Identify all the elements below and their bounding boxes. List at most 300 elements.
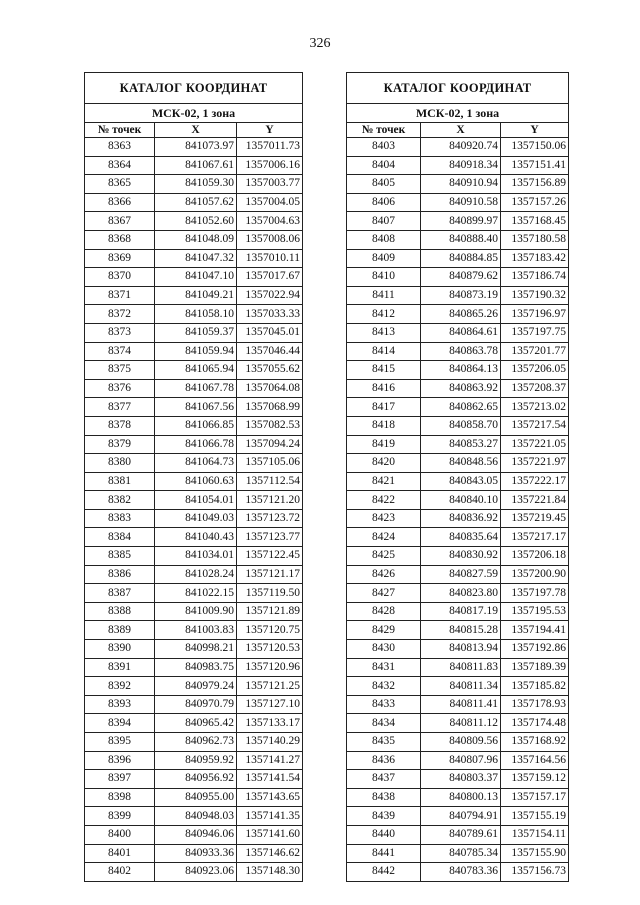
point-number-cell: 8436	[347, 751, 421, 770]
table-row	[85, 584, 303, 603]
x-coordinate-cell: 840827.59	[421, 565, 501, 584]
table-row	[85, 844, 303, 863]
table-row	[85, 323, 303, 342]
y-coordinate-cell: 1357017.67	[237, 268, 303, 287]
table-row	[347, 621, 569, 640]
table-row	[347, 844, 569, 863]
header-x: X	[421, 123, 501, 138]
x-coordinate-cell: 840830.92	[421, 547, 501, 566]
table-row	[85, 509, 303, 528]
y-coordinate-cell: 1357156.73	[501, 863, 569, 882]
x-coordinate-cell: 840910.58	[421, 193, 501, 212]
y-coordinate-cell: 1357196.97	[501, 305, 569, 324]
x-coordinate-cell: 840864.13	[421, 361, 501, 380]
table-row	[347, 695, 569, 714]
x-coordinate-cell: 840933.36	[155, 844, 237, 863]
x-coordinate-cell: 840863.92	[421, 379, 501, 398]
point-number-cell: 8419	[347, 435, 421, 454]
table-row	[347, 733, 569, 752]
point-number-cell: 8408	[347, 230, 421, 249]
point-number-cell: 8376	[85, 379, 155, 398]
y-coordinate-cell: 1357151.41	[501, 156, 569, 175]
y-coordinate-cell: 1357197.75	[501, 323, 569, 342]
table-row	[347, 825, 569, 844]
table-row	[347, 156, 569, 175]
x-coordinate-cell: 840998.21	[155, 640, 237, 659]
point-number-cell: 8366	[85, 193, 155, 212]
y-coordinate-cell: 1357008.06	[237, 230, 303, 249]
x-coordinate-cell: 841060.63	[155, 472, 237, 491]
y-coordinate-cell: 1357121.25	[237, 677, 303, 696]
x-coordinate-cell: 840884.85	[421, 249, 501, 268]
y-coordinate-cell: 1357186.74	[501, 268, 569, 287]
point-number-cell: 8368	[85, 230, 155, 249]
x-coordinate-cell: 840800.13	[421, 788, 501, 807]
y-coordinate-cell: 1357068.99	[237, 398, 303, 417]
y-coordinate-cell: 1357150.06	[501, 138, 569, 157]
x-coordinate-cell: 840910.94	[421, 175, 501, 194]
table-row	[347, 305, 569, 324]
table-row	[85, 286, 303, 305]
table-row	[347, 342, 569, 361]
y-coordinate-cell: 1357064.08	[237, 379, 303, 398]
point-number-cell: 8412	[347, 305, 421, 324]
point-number-cell: 8441	[347, 844, 421, 863]
x-coordinate-cell: 840956.92	[155, 770, 237, 789]
table-row	[85, 733, 303, 752]
x-coordinate-cell: 840803.37	[421, 770, 501, 789]
x-coordinate-cell: 840853.27	[421, 435, 501, 454]
x-coordinate-cell: 840835.64	[421, 528, 501, 547]
point-number-cell: 8404	[347, 156, 421, 175]
x-coordinate-cell: 840785.34	[421, 844, 501, 863]
y-coordinate-cell: 1357120.75	[237, 621, 303, 640]
table-row	[347, 788, 569, 807]
table-row	[85, 416, 303, 435]
point-number-cell: 8363	[85, 138, 155, 157]
y-coordinate-cell: 1357164.56	[501, 751, 569, 770]
point-number-cell: 8389	[85, 621, 155, 640]
y-coordinate-cell: 1357190.32	[501, 286, 569, 305]
table-row	[347, 640, 569, 659]
table-row	[85, 249, 303, 268]
table-row	[347, 509, 569, 528]
table-row	[85, 825, 303, 844]
y-coordinate-cell: 1357194.41	[501, 621, 569, 640]
x-coordinate-cell: 840864.61	[421, 323, 501, 342]
x-coordinate-cell: 841065.94	[155, 361, 237, 380]
point-number-cell: 8424	[347, 528, 421, 547]
table-row	[85, 472, 303, 491]
point-number-cell: 8439	[347, 807, 421, 826]
point-number-cell: 8405	[347, 175, 421, 194]
y-coordinate-cell: 1357154.11	[501, 825, 569, 844]
y-coordinate-cell: 1357219.45	[501, 509, 569, 528]
point-number-cell: 8384	[85, 528, 155, 547]
table-row	[347, 807, 569, 826]
x-coordinate-cell: 841057.62	[155, 193, 237, 212]
point-number-cell: 8418	[347, 416, 421, 435]
table-row	[347, 584, 569, 603]
y-coordinate-cell: 1357201.77	[501, 342, 569, 361]
point-number-cell: 8393	[85, 695, 155, 714]
table-row	[347, 138, 569, 157]
point-number-cell: 8406	[347, 193, 421, 212]
x-coordinate-cell: 840865.26	[421, 305, 501, 324]
table-row	[347, 677, 569, 696]
y-coordinate-cell: 1357221.84	[501, 491, 569, 510]
x-coordinate-cell: 841048.09	[155, 230, 237, 249]
table-row	[85, 695, 303, 714]
point-number-cell: 8375	[85, 361, 155, 380]
point-number-cell: 8435	[347, 733, 421, 752]
catalog-title: КАТАЛОГ КООРДИНАТ	[85, 73, 303, 104]
table-row	[85, 398, 303, 417]
y-coordinate-cell: 1357208.37	[501, 379, 569, 398]
y-coordinate-cell: 1357156.89	[501, 175, 569, 194]
table-row	[85, 788, 303, 807]
table-row	[347, 770, 569, 789]
y-coordinate-cell: 1357045.01	[237, 323, 303, 342]
y-coordinate-cell: 1357121.17	[237, 565, 303, 584]
x-coordinate-cell: 841058.10	[155, 305, 237, 324]
table-row	[85, 212, 303, 231]
x-coordinate-cell: 841022.15	[155, 584, 237, 603]
y-coordinate-cell: 1357055.62	[237, 361, 303, 380]
point-number-cell: 8392	[85, 677, 155, 696]
x-coordinate-cell: 840811.41	[421, 695, 501, 714]
table-row	[347, 565, 569, 584]
point-number-cell: 8433	[347, 695, 421, 714]
x-coordinate-cell: 840983.75	[155, 658, 237, 677]
table-row	[347, 863, 569, 882]
table-row	[347, 454, 569, 473]
x-coordinate-cell: 840815.28	[421, 621, 501, 640]
y-coordinate-cell: 1357217.17	[501, 528, 569, 547]
y-coordinate-cell: 1357174.48	[501, 714, 569, 733]
table-row	[347, 472, 569, 491]
table-row	[85, 565, 303, 584]
x-coordinate-cell: 841009.90	[155, 602, 237, 621]
table-row	[85, 230, 303, 249]
table-row	[347, 602, 569, 621]
y-coordinate-cell: 1357127.10	[237, 695, 303, 714]
x-coordinate-cell: 840899.97	[421, 212, 501, 231]
table-row	[85, 807, 303, 826]
table-body	[347, 73, 569, 882]
x-coordinate-cell: 840817.19	[421, 602, 501, 621]
x-coordinate-cell: 840811.34	[421, 677, 501, 696]
table-row	[85, 547, 303, 566]
table-row	[347, 398, 569, 417]
header-x: X	[155, 123, 237, 138]
point-number-cell: 8378	[85, 416, 155, 435]
y-coordinate-cell: 1357140.29	[237, 733, 303, 752]
y-coordinate-cell: 1357121.20	[237, 491, 303, 510]
point-number-cell: 8386	[85, 565, 155, 584]
table-row	[85, 193, 303, 212]
y-coordinate-cell: 1357146.62	[237, 844, 303, 863]
x-coordinate-cell: 840965.42	[155, 714, 237, 733]
point-number-cell: 8373	[85, 323, 155, 342]
point-number-cell: 8401	[85, 844, 155, 863]
table-row	[347, 751, 569, 770]
point-number-cell: 8414	[347, 342, 421, 361]
y-coordinate-cell: 1357004.05	[237, 193, 303, 212]
table-row	[85, 602, 303, 621]
y-coordinate-cell: 1357121.89	[237, 602, 303, 621]
point-number-cell: 8425	[347, 547, 421, 566]
point-number-cell: 8407	[347, 212, 421, 231]
table-row	[85, 621, 303, 640]
table-row	[85, 863, 303, 882]
table-row	[347, 528, 569, 547]
table-row	[347, 361, 569, 380]
x-coordinate-cell: 840923.06	[155, 863, 237, 882]
x-coordinate-cell: 840862.65	[421, 398, 501, 417]
table-row	[85, 677, 303, 696]
table-row	[85, 156, 303, 175]
point-number-cell: 8415	[347, 361, 421, 380]
x-coordinate-cell: 841073.97	[155, 138, 237, 157]
y-coordinate-cell: 1357133.17	[237, 714, 303, 733]
x-coordinate-cell: 841064.73	[155, 454, 237, 473]
x-coordinate-cell: 840946.06	[155, 825, 237, 844]
point-number-cell: 8422	[347, 491, 421, 510]
y-coordinate-cell: 1357206.05	[501, 361, 569, 380]
point-number-cell: 8413	[347, 323, 421, 342]
point-number-cell: 8370	[85, 268, 155, 287]
point-number-cell: 8385	[85, 547, 155, 566]
point-number-cell: 8394	[85, 714, 155, 733]
table-row	[85, 714, 303, 733]
y-coordinate-cell: 1357159.12	[501, 770, 569, 789]
point-number-cell: 8409	[347, 249, 421, 268]
point-number-cell: 8369	[85, 249, 155, 268]
x-coordinate-cell: 840920.74	[421, 138, 501, 157]
x-coordinate-cell: 841047.10	[155, 268, 237, 287]
point-number-cell: 8372	[85, 305, 155, 324]
x-coordinate-cell: 841034.01	[155, 547, 237, 566]
table-row	[347, 435, 569, 454]
table-row	[85, 454, 303, 473]
table-row	[347, 286, 569, 305]
point-number-cell: 8399	[85, 807, 155, 826]
table-row	[85, 770, 303, 789]
y-coordinate-cell: 1357189.39	[501, 658, 569, 677]
table-row	[85, 175, 303, 194]
x-coordinate-cell: 841066.78	[155, 435, 237, 454]
table-row	[347, 230, 569, 249]
y-coordinate-cell: 1357200.90	[501, 565, 569, 584]
point-number-cell: 8421	[347, 472, 421, 491]
table-row	[347, 658, 569, 677]
header-point-number: № точек	[85, 123, 155, 138]
point-number-cell: 8430	[347, 640, 421, 659]
point-number-cell: 8428	[347, 602, 421, 621]
x-coordinate-cell: 840783.36	[421, 863, 501, 882]
y-coordinate-cell: 1357143.65	[237, 788, 303, 807]
header-y: Y	[237, 123, 303, 138]
y-coordinate-cell: 1357112.54	[237, 472, 303, 491]
x-coordinate-cell: 841040.43	[155, 528, 237, 547]
y-coordinate-cell: 1357197.78	[501, 584, 569, 603]
y-coordinate-cell: 1357105.06	[237, 454, 303, 473]
point-number-cell: 8438	[347, 788, 421, 807]
y-coordinate-cell: 1357120.53	[237, 640, 303, 659]
point-number-cell: 8442	[347, 863, 421, 882]
y-coordinate-cell: 1357123.77	[237, 528, 303, 547]
point-number-cell: 8429	[347, 621, 421, 640]
header-y: Y	[501, 123, 569, 138]
y-coordinate-cell: 1357155.19	[501, 807, 569, 826]
point-number-cell: 8396	[85, 751, 155, 770]
point-number-cell: 8403	[347, 138, 421, 157]
y-coordinate-cell: 1357178.93	[501, 695, 569, 714]
point-number-cell: 8382	[85, 491, 155, 510]
x-coordinate-cell: 840955.00	[155, 788, 237, 807]
x-coordinate-cell: 840794.91	[421, 807, 501, 826]
y-coordinate-cell: 1357183.42	[501, 249, 569, 268]
table-row	[347, 175, 569, 194]
catalog-title: КАТАЛОГ КООРДИНАТ	[347, 73, 569, 104]
x-coordinate-cell: 841054.01	[155, 491, 237, 510]
x-coordinate-cell: 841003.83	[155, 621, 237, 640]
y-coordinate-cell: 1357155.90	[501, 844, 569, 863]
table-row	[347, 714, 569, 733]
x-coordinate-cell: 841067.78	[155, 379, 237, 398]
table-row	[347, 268, 569, 287]
x-coordinate-cell: 841067.56	[155, 398, 237, 417]
x-coordinate-cell: 840979.24	[155, 677, 237, 696]
table-row	[85, 640, 303, 659]
x-coordinate-cell: 840843.05	[421, 472, 501, 491]
y-coordinate-cell: 1357046.44	[237, 342, 303, 361]
x-coordinate-cell: 840858.70	[421, 416, 501, 435]
point-number-cell: 8364	[85, 156, 155, 175]
x-coordinate-cell: 840962.73	[155, 733, 237, 752]
point-number-cell: 8374	[85, 342, 155, 361]
catalog-zone: МСК-02, 1 зона	[347, 104, 569, 123]
point-number-cell: 8437	[347, 770, 421, 789]
y-coordinate-cell: 1357119.50	[237, 584, 303, 603]
x-coordinate-cell: 840836.92	[421, 509, 501, 528]
table-row	[347, 379, 569, 398]
x-coordinate-cell: 840807.96	[421, 751, 501, 770]
x-coordinate-cell: 840888.40	[421, 230, 501, 249]
point-number-cell: 8400	[85, 825, 155, 844]
point-number-cell: 8440	[347, 825, 421, 844]
point-number-cell: 8379	[85, 435, 155, 454]
y-coordinate-cell: 1357222.17	[501, 472, 569, 491]
x-coordinate-cell: 841049.03	[155, 509, 237, 528]
y-coordinate-cell: 1357195.53	[501, 602, 569, 621]
x-coordinate-cell: 840948.03	[155, 807, 237, 826]
point-number-cell: 8381	[85, 472, 155, 491]
y-coordinate-cell: 1357180.58	[501, 230, 569, 249]
coordinate-catalog-left	[84, 72, 303, 882]
x-coordinate-cell: 840789.61	[421, 825, 501, 844]
point-number-cell: 8426	[347, 565, 421, 584]
y-coordinate-cell: 1357217.54	[501, 416, 569, 435]
coordinate-catalog-right	[346, 72, 569, 882]
catalog-zone: МСК-02, 1 зона	[85, 104, 303, 123]
x-coordinate-cell: 840809.56	[421, 733, 501, 752]
point-number-cell: 8383	[85, 509, 155, 528]
x-coordinate-cell: 840970.79	[155, 695, 237, 714]
y-coordinate-cell: 1357141.54	[237, 770, 303, 789]
x-coordinate-cell: 841059.30	[155, 175, 237, 194]
point-number-cell: 8410	[347, 268, 421, 287]
x-coordinate-cell: 840873.19	[421, 286, 501, 305]
point-number-cell: 8391	[85, 658, 155, 677]
x-coordinate-cell: 840811.83	[421, 658, 501, 677]
x-coordinate-cell: 840879.62	[421, 268, 501, 287]
y-coordinate-cell: 1357003.77	[237, 175, 303, 194]
y-coordinate-cell: 1357141.60	[237, 825, 303, 844]
table-row	[347, 212, 569, 231]
y-coordinate-cell: 1357206.18	[501, 547, 569, 566]
y-coordinate-cell: 1357141.27	[237, 751, 303, 770]
y-coordinate-cell: 1357157.26	[501, 193, 569, 212]
x-coordinate-cell: 840813.94	[421, 640, 501, 659]
point-number-cell: 8402	[85, 863, 155, 882]
point-number-cell: 8371	[85, 286, 155, 305]
x-coordinate-cell: 840863.78	[421, 342, 501, 361]
table-row	[347, 416, 569, 435]
header-point-number: № точек	[347, 123, 421, 138]
y-coordinate-cell: 1357123.72	[237, 509, 303, 528]
table-row	[347, 249, 569, 268]
table-row	[85, 342, 303, 361]
y-coordinate-cell: 1357213.02	[501, 398, 569, 417]
table-row	[85, 528, 303, 547]
point-number-cell: 8432	[347, 677, 421, 696]
point-number-cell: 8380	[85, 454, 155, 473]
point-number-cell: 8398	[85, 788, 155, 807]
table-body	[85, 73, 303, 882]
y-coordinate-cell: 1357168.92	[501, 733, 569, 752]
y-coordinate-cell: 1357192.86	[501, 640, 569, 659]
x-coordinate-cell: 841047.32	[155, 249, 237, 268]
table-row	[85, 491, 303, 510]
point-number-cell: 8423	[347, 509, 421, 528]
x-coordinate-cell: 840918.34	[421, 156, 501, 175]
x-coordinate-cell: 841028.24	[155, 565, 237, 584]
point-number-cell: 8411	[347, 286, 421, 305]
point-number-cell: 8377	[85, 398, 155, 417]
point-number-cell: 8427	[347, 584, 421, 603]
x-coordinate-cell: 841052.60	[155, 212, 237, 231]
table-row	[85, 138, 303, 157]
table-row	[85, 361, 303, 380]
y-coordinate-cell: 1357033.33	[237, 305, 303, 324]
table-row	[347, 491, 569, 510]
x-coordinate-cell: 841067.61	[155, 156, 237, 175]
x-coordinate-cell: 840848.56	[421, 454, 501, 473]
y-coordinate-cell: 1357082.53	[237, 416, 303, 435]
y-coordinate-cell: 1357022.94	[237, 286, 303, 305]
x-coordinate-cell: 840840.10	[421, 491, 501, 510]
table-row	[85, 658, 303, 677]
x-coordinate-cell: 841049.21	[155, 286, 237, 305]
table-row	[85, 379, 303, 398]
table-row	[347, 547, 569, 566]
point-number-cell: 8431	[347, 658, 421, 677]
y-coordinate-cell: 1357120.96	[237, 658, 303, 677]
y-coordinate-cell: 1357221.05	[501, 435, 569, 454]
x-coordinate-cell: 840823.80	[421, 584, 501, 603]
